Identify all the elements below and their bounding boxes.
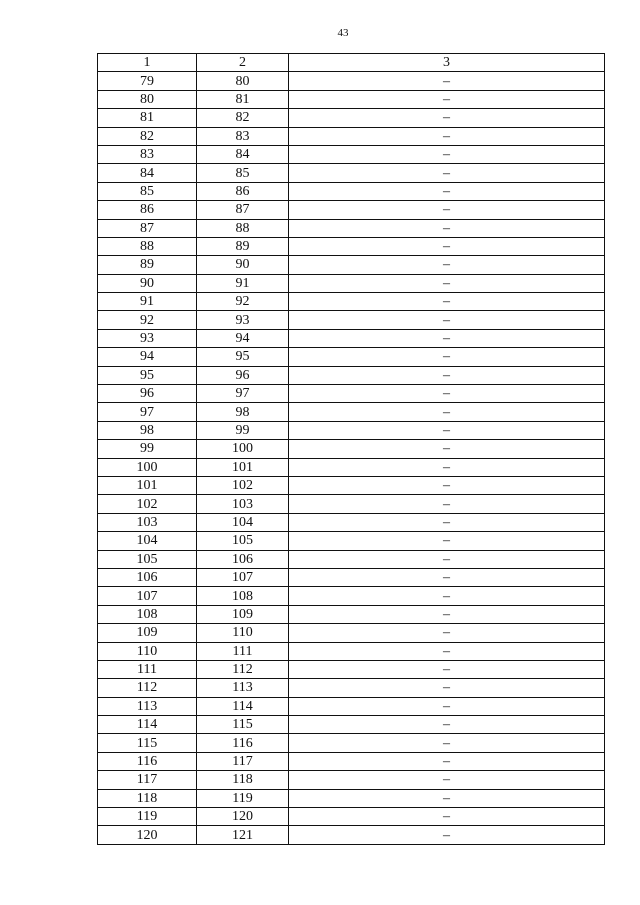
table-row [98,311,605,329]
table-cell: 94 [98,348,197,366]
table-cell: 83 [98,145,197,163]
table-cell: 113 [197,679,289,697]
table-row [98,624,605,642]
table-cell: 106 [98,568,197,586]
table-cell: 114 [98,716,197,734]
table-cell: 95 [197,348,289,366]
table-cell: 91 [197,274,289,292]
table-cell: – [289,716,605,734]
table-row [98,476,605,494]
table-row [98,587,605,605]
table-cell: 94 [197,329,289,347]
table-cell: 119 [197,789,289,807]
table-cell: – [289,697,605,715]
table-row [98,771,605,789]
table-cell: 115 [98,734,197,752]
table-cell: 98 [197,403,289,421]
table-cell: 88 [98,237,197,255]
table-row [98,201,605,219]
table-cell: 103 [98,513,197,531]
table-cell: – [289,329,605,347]
table-row [98,109,605,127]
table-cell: 114 [197,697,289,715]
table-cell: – [289,256,605,274]
table-cell: – [289,385,605,403]
table-cell: – [289,660,605,678]
table-row [98,219,605,237]
table-cell: 109 [98,624,197,642]
table-cell: – [289,605,605,623]
table-row [98,697,605,715]
table-cell: 95 [98,366,197,384]
table-row [98,734,605,752]
table-cell: 118 [197,771,289,789]
table-cell: – [289,513,605,531]
table-cell: – [289,403,605,421]
table-cell: – [289,293,605,311]
table-row [98,274,605,292]
table-row [98,164,605,182]
table-cell: 80 [197,72,289,90]
table-row [98,256,605,274]
table-cell: – [289,642,605,660]
table-cell: 105 [98,550,197,568]
table-cell: – [289,771,605,789]
table-cell: – [289,182,605,200]
column-header-1: 1 [98,54,197,72]
table-cell: 86 [98,201,197,219]
table-cell: 105 [197,532,289,550]
table-cell: 107 [98,587,197,605]
table-row [98,366,605,384]
table-cell: 85 [98,182,197,200]
table-row [98,550,605,568]
table-cell: 81 [98,109,197,127]
table-cell: 97 [98,403,197,421]
column-header-3: 3 [289,54,605,72]
table-cell: – [289,587,605,605]
table-cell: – [289,219,605,237]
table-row [98,440,605,458]
table-cell: 116 [98,752,197,770]
table-cell: 100 [197,440,289,458]
table-cell: 84 [197,145,289,163]
table-cell: – [289,495,605,513]
table-cell: 101 [98,476,197,494]
table-cell: – [289,311,605,329]
table-cell: 92 [98,311,197,329]
table-cell: 112 [197,660,289,678]
table-cell: 87 [98,219,197,237]
table-cell: 115 [197,716,289,734]
table-cell: – [289,679,605,697]
table-row [98,605,605,623]
table-cell: 118 [98,789,197,807]
table-row [98,716,605,734]
table-cell: 80 [98,90,197,108]
table-cell: 108 [98,605,197,623]
table-cell: 117 [98,771,197,789]
table-cell: – [289,458,605,476]
table-cell: 90 [197,256,289,274]
table-cell: 90 [98,274,197,292]
table-cell: 101 [197,458,289,476]
table-cell: 79 [98,72,197,90]
table-cell: – [289,550,605,568]
table-cell: 92 [197,293,289,311]
table-cell: 91 [98,293,197,311]
table-cell: 107 [197,568,289,586]
table-row [98,532,605,550]
table-cell: – [289,366,605,384]
table-row [98,752,605,770]
table-cell: 86 [197,182,289,200]
table-row [98,182,605,200]
table-cell: 106 [197,550,289,568]
table-cell: – [289,164,605,182]
table-cell: – [289,90,605,108]
table-cell: – [289,789,605,807]
table-cell: – [289,274,605,292]
table-row [98,789,605,807]
table-cell: – [289,109,605,127]
table-cell: 99 [98,440,197,458]
table-cell: – [289,734,605,752]
table-cell: – [289,440,605,458]
table-cell: 83 [197,127,289,145]
table-cell: – [289,348,605,366]
table-row [98,513,605,531]
table-row [98,127,605,145]
table-cell: – [289,237,605,255]
table-cell: – [289,752,605,770]
table-cell: 116 [197,734,289,752]
table-cell: 110 [98,642,197,660]
table-cell: – [289,476,605,494]
table-row [98,403,605,421]
table-cell: 96 [197,366,289,384]
table-cell: 82 [98,127,197,145]
table-cell: – [289,72,605,90]
table-cell: 89 [98,256,197,274]
table-row [98,237,605,255]
table-cell: 88 [197,219,289,237]
table-cell: 99 [197,421,289,439]
table-cell: 81 [197,90,289,108]
table-cell: – [289,624,605,642]
table-row [98,145,605,163]
table-cell: 111 [98,660,197,678]
table-cell: 104 [197,513,289,531]
table-cell: – [289,826,605,844]
table-row [98,495,605,513]
table-row [98,568,605,586]
table-row [98,679,605,697]
table-cell: 87 [197,201,289,219]
table-cell: 120 [98,826,197,844]
table-row [98,348,605,366]
table-cell: – [289,201,605,219]
table-cell: 112 [98,679,197,697]
table-cell: 119 [98,808,197,826]
table-row [98,293,605,311]
table-cell: 113 [98,697,197,715]
table-cell: 117 [197,752,289,770]
table-cell: 103 [197,495,289,513]
table-cell: – [289,808,605,826]
table-row [98,808,605,826]
table-row [98,385,605,403]
table-cell: 93 [197,311,289,329]
table-row [98,826,605,844]
table-cell: 82 [197,109,289,127]
table-cell: 93 [98,329,197,347]
table-cell: 102 [98,495,197,513]
table-cell: 84 [98,164,197,182]
table-row [98,458,605,476]
table-cell: 102 [197,476,289,494]
table-cell: – [289,421,605,439]
table-cell: 98 [98,421,197,439]
table-cell: – [289,127,605,145]
table-row [98,329,605,347]
table-row [98,421,605,439]
table-header-row [98,54,605,72]
table-cell: 121 [197,826,289,844]
table-cell: – [289,532,605,550]
table-row [98,642,605,660]
table-row [98,72,605,90]
table-cell: – [289,568,605,586]
table-cell: 85 [197,164,289,182]
table-cell: 109 [197,605,289,623]
table-cell: 89 [197,237,289,255]
table-cell: 108 [197,587,289,605]
table-row [98,90,605,108]
table-cell: 111 [197,642,289,660]
table-cell: 120 [197,808,289,826]
page-number: 43 [337,27,349,39]
table-cell: 97 [197,385,289,403]
table-cell: – [289,145,605,163]
table-cell: 96 [98,385,197,403]
table-cell: 100 [98,458,197,476]
data-table [97,53,605,845]
table-row [98,660,605,678]
table-body [98,72,605,844]
column-header-2: 2 [197,54,289,72]
table-cell: 110 [197,624,289,642]
table-cell: 104 [98,532,197,550]
